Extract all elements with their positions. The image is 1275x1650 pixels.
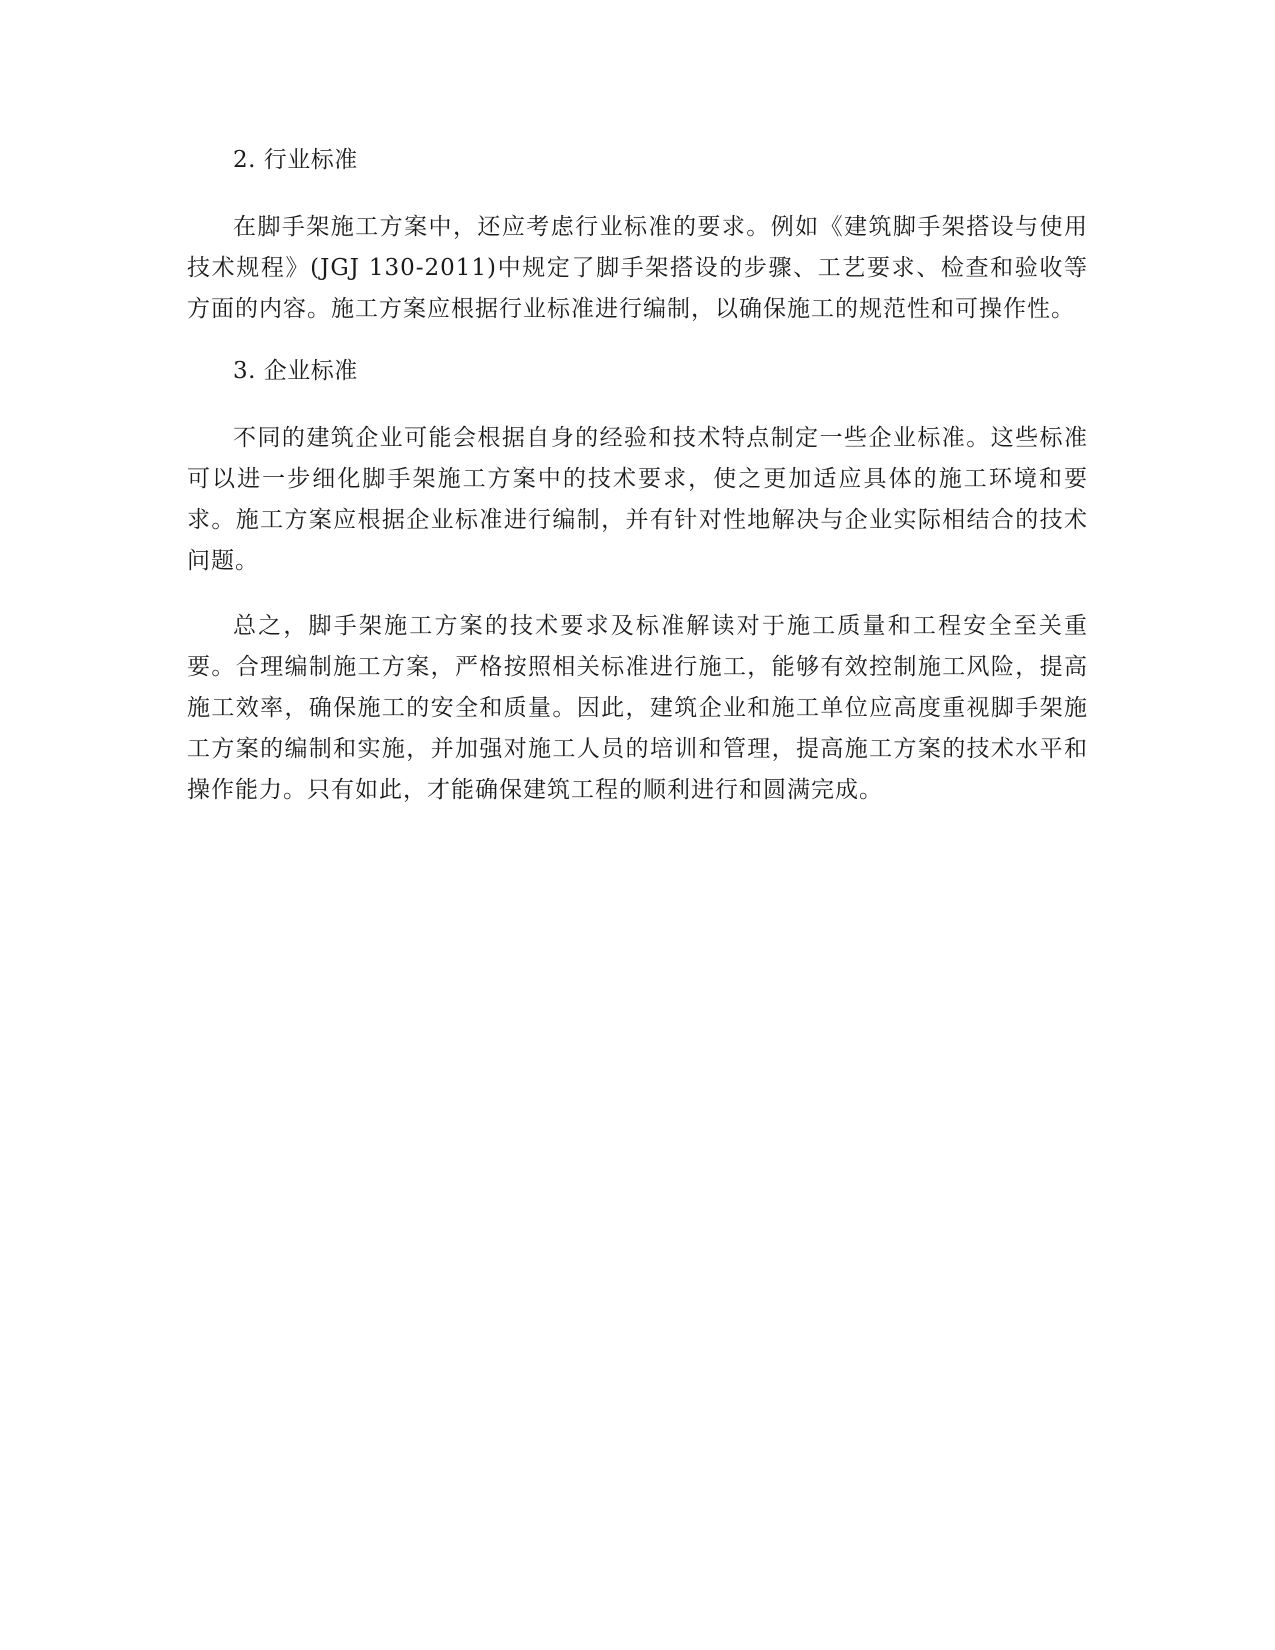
section-heading-industry-standard: 2. 行业标准	[233, 147, 358, 173]
section-paragraph-enterprise-standard: 不同的建筑企业可能会根据自身的经验和技术特点制定一些企业标准。这些标准可以进一步细化脚手架施工方案中的技术要求，使之更加适应具体的施工环境和要求。施工方案应根据企业标准进行编制，并有针对性地解决与企业实际相结合的技术问题。	[187, 425, 1088, 574]
section-heading-enterprise-standard: 3. 企业标准	[233, 358, 358, 384]
document-body	[187, 143, 1088, 835]
section-paragraph-industry-standard: 在脚手架施工方案中，还应考虑行业标准的要求。例如《建筑脚手架搭设与使用技术规程》(JGJ 130-2011)中规定了脚手架搭设的步骤、工艺要求、检查和验收等方面的内容。施工方案应根据行业标准进行编制，以确保施工的规范性和可操作性。	[187, 214, 1088, 322]
conclusion-paragraph: 总之，脚手架施工方案的技术要求及标准解读对于施工质量和工程安全至关重要。合理编制施工方案，严格按照相关标准进行施工，能够有效控制施工风险，提高施工效率，确保施工的安全和质量。因此，建筑企业和施工单位应高度重视脚手架施工方案的编制和实施，并加强对施工人员的培训和管理，提高施工方案的技术水平和操作能力。只有如此，才能确保建筑工程的顺利进行和圆满完成。	[187, 613, 1088, 803]
